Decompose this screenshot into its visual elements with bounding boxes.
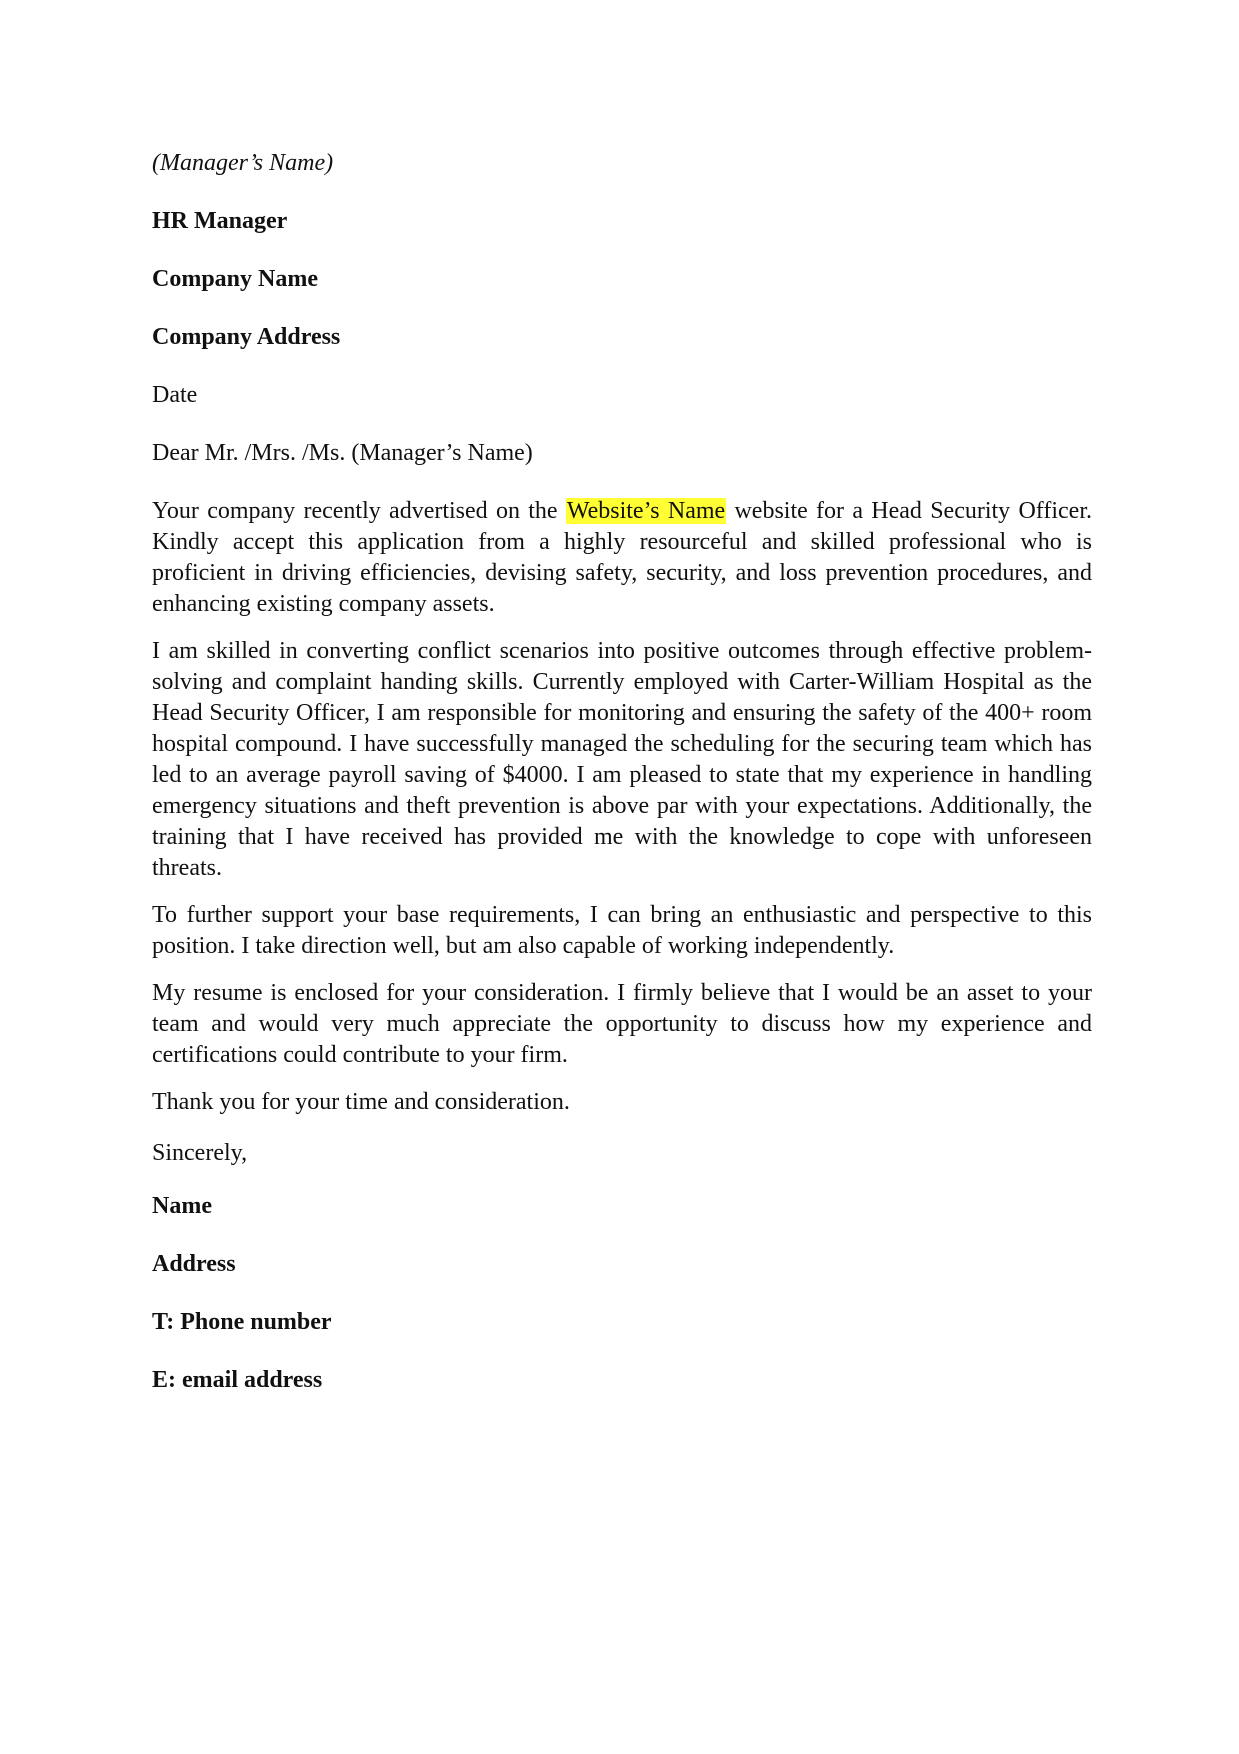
signature-phone: T: Phone number [152,1309,332,1335]
paragraph-1 [152,496,1092,620]
website-name-highlight: Website’s Name [566,498,726,524]
signature-address: Address [152,1251,236,1277]
closing-thanks: Thank you for your time and consideration. [152,1089,570,1115]
company-address: Company Address [152,324,341,350]
paragraph-1-before: Your company recently advertised on the [152,498,566,524]
company-name: Company Name [152,266,318,292]
paragraph-1-after: website for a Head Security Officer. Kindly accept this application from a highly resourceful and skilled professional who is proficient in driving efficiencies, devising safety, security, and loss prevention procedures, and enhancing existing company assets. [152,498,1092,617]
manager-name: (Manager’s Name) [152,150,334,176]
salutation: Dear Mr. /Mrs. /Ms. (Manager’s Name) [152,440,533,466]
sign-off: Sincerely, [152,1140,248,1166]
signature-name: Name [152,1193,212,1219]
paragraph-3: To further support your base requirements, I can bring an enthusiastic and perspective to this position. I take direction well, but am also capable of working independently. [152,902,1092,959]
paragraph-2: I am skilled in converting conflict scenarios into positive outcomes through effective problem-solving and complaint handing skills. Currently employed with Carter-William Hospital as the Head Security Officer, I am responsible for monitoring and ensuring the safety of the 400+ room hospital compound. I have successfully managed the scheduling for the securing team which has led to an average payroll saving of $4000. I am pleased to state that my experience in handling emergency situations and theft prevention is above par with your expectations. Additionally, the training that I have received has provided me with the knowledge to cope with unforeseen threats. [152,638,1092,881]
date: Date [152,382,198,408]
signature-email: E: email address [152,1367,323,1393]
letter-body [152,148,1092,1423]
hr-manager: HR Manager [152,208,288,234]
paragraph-4: My resume is enclosed for your consideration. I firmly believe that I would be an asset to your team and would very much appreciate the opportunity to discuss how my experience and certifications could contribute to your firm. [152,980,1092,1068]
